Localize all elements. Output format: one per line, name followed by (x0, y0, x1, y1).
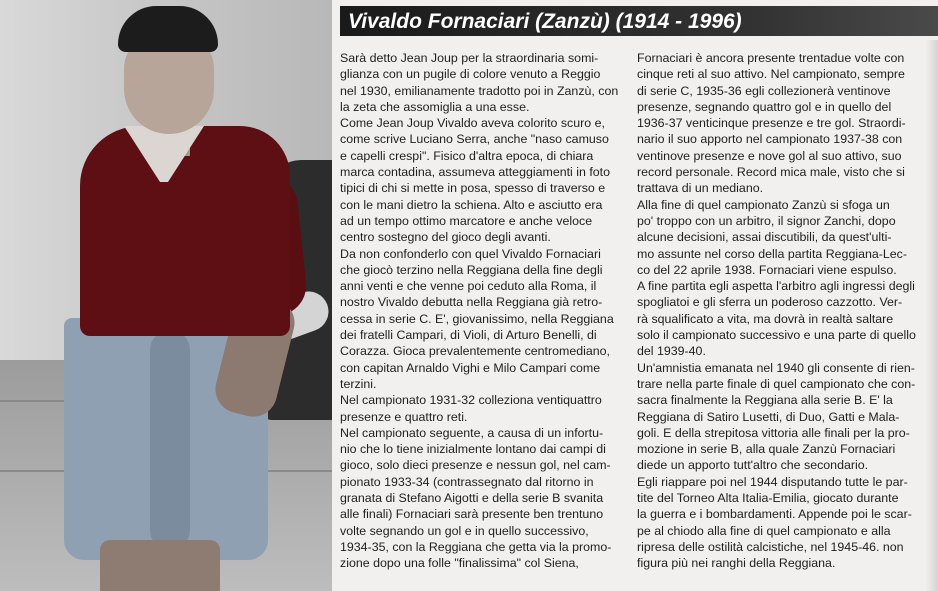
paragraph: Egli riappare poi nel 1944 disputando tutte le par- tite del Torneo Alta Italia-Emilia, giocato durante la guerra e i bombardamenti. Appende poi le scar- pe al chiodo alla fine di quel campionato e alla ripresa delle ostilità calcistiche, nel 1945-46. non figura più nei ranghi della Reggiana. (637, 474, 912, 571)
page-edge-shadow (926, 40, 938, 591)
paragraph: Nel campionato 1931-32 colleziona ventiquattro presenze e quattro reti. (340, 393, 602, 424)
player-jersey (80, 126, 290, 336)
paragraph: Un'amnistia emanata nel 1940 gli consente di rien- trare nella parte finale di quel campionato che con- sacra finalmente la Reggiana alla serie B. E' la Reggiana di Satiro Lusetti, di Duo, Gatti e Mala- goli. E della strepitosa vittoria alle finali per la pro- mozione in serie B, alla quale Zanzù Fornaciari diede un apporto tutt'altro che secondario. (637, 360, 916, 473)
paragraph: Da non confonderlo con quel Vivaldo Fornaciari che giocò terzino nella Reggiana della fine degli anni venti e che venne poi ceduto alla Roma, il nostro Vivaldo debutta nella Reggiana già retro- cessa in serie C. E', giovanissimo, nella Reggiana dei fratelli Campari, di Violi, di Arturo Benelli, di Corazza. Gioca prevalentemente centromediano, con capitan Arnaldo Vighi e Milo Campari come terzini. (340, 246, 614, 391)
player-legs (100, 540, 220, 591)
article-column-right (637, 50, 927, 572)
player-shorts-fold (150, 330, 190, 550)
article-title: Vivaldo Fornaciari (Zanzù) (1914 - 1996) (348, 10, 742, 33)
paragraph: Alla fine di quel campionato Zanzù si sfoga un po' troppo con un arbitro, il signor Zanchi, dopo alcune decisioni, assai discutibili, da quest'ulti- mo assunte nel corso della partita Reggiana-Lec- co del 22 aprile 1938. Fornaciari viene espulso. (637, 197, 907, 277)
paragraph: A fine partita egli aspetta l'arbitro agli ingressi degli spogliatoi e gli sferra un poderoso cazzotto. Ver- rà squalificato a vita, ma dovrà in realtà saltare solo il campionato successivo e una parte di quello del 1939-40. (637, 279, 916, 359)
paragraph: Nel campionato seguente, a causa di un infortu- nio che lo tiene inizialmente lontano dai campi di gioco, solo dieci presenze e nessun gol, nel cam- pionato 1933-34 (contrassegnato dal ritorno in granata di Stefano Aigotti e della serie B svanita alle finali) Fornaciari sarà presente ben trentuno volte segnando un gol e in quello successivo, 1934-35, con la Reggiana che getta via la promo- zione dopo una folle "finalissima" col Siena, (340, 425, 612, 571)
paragraph: Come Jean Joup Vivaldo aveva colorito scuro e, come scrive Luciano Serra, anche "naso camuso e capelli crespi". Fisico d'altra epoca, di chiara marca contadina, assumeva atteggiamenti in foto tipici di chi si mette in posa, spesso di traverso e con le mani dietro la schiena. Alto e asciutto era ad un tempo ottimo marcatore e anche veloce centro sostegno del gioco degli avanti. (340, 116, 610, 245)
player-hair (118, 6, 218, 52)
article-column-left (340, 50, 630, 572)
player-photo (0, 0, 332, 591)
paragraph: Sarà detto Jean Joup per la straordinaria somi- glianza con un pugile di colore venuto a Reggio nel 1930, emilianamente tradotto poi in Zanzù, con la zeta che assomiglia a una esse. (340, 51, 619, 114)
paragraph: Fornaciari è ancora presente trentadue volte con cinque reti al suo attivo. Nel campionato, sempre di serie C, 1935-36 egli collezionerà ventinove presenze, segnando quattro gol e in quello del 1936-37 venticinque presenze e tre gol. Straordi- nario il suo apporto nel campionato 1937-38 con ventinove presenze e nove gol al suo attivo, suo record personale. Record mica male, visto che si trattava di un mediano. (637, 51, 906, 196)
